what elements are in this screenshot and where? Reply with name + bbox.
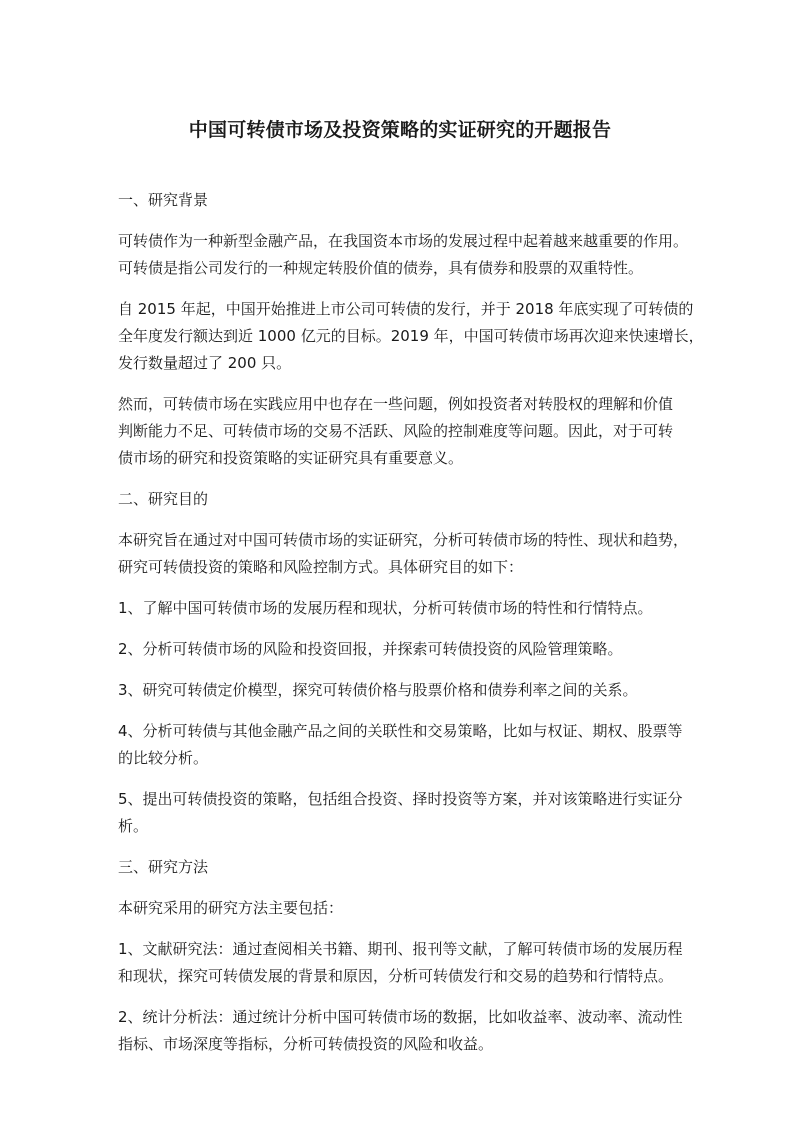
paragraph: [118, 895, 682, 922]
document-body: [118, 187, 704, 1058]
text-line: 研究可转债投资的策略和风险控制方式。具体研究目的如下：: [118, 558, 524, 576]
text-line: 债市场的研究和投资策略的实证研究具有重要意义。: [118, 449, 464, 467]
text-line: 二、研究目的: [118, 490, 209, 508]
paragraph: [118, 786, 682, 840]
text-line: 1、了解中国可转债市场的发展历程和现状，分析可转债市场的特性和行情特点。: [118, 599, 653, 617]
section-heading: [118, 854, 682, 881]
paragraph: [118, 677, 682, 704]
text-line: 本研究旨在通过对中国可转债市场的实证研究，分析可转债市场的特性、现状和趋势，: [118, 531, 689, 549]
text-line: 自 2015 年起，中国开始推进上市公司可转债的发行，并于 2018 年底实现了可转债的: [118, 300, 694, 318]
paragraph: [118, 595, 682, 622]
paragraph: [118, 936, 682, 990]
text-line: 然而，可转债市场在实践应用中也存在一些问题，例如投资者对转股权的理解和价值: [118, 395, 674, 413]
document-title: 中国可转债市场及投资策略的实证研究的开题报告: [188, 119, 612, 141]
text-line: 判断能力不足、可转债市场的交易不活跃、风险的控制难度等问题。因此，对于可转: [118, 422, 674, 440]
text-line: 全年度发行额达到近 1000 亿元的目标。2019 年，中国可转债市场再次迎来快速增长，: [118, 327, 704, 345]
text-line: 1、文献研究法：通过查阅相关书籍、期刊、报刊等文献，了解可转债市场的发展历程: [118, 940, 683, 958]
paragraph: [118, 1004, 682, 1058]
paragraph: [118, 527, 689, 581]
text-line: 2、分析可转债市场的风险和投资回报，并探索可转债投资的风险管理策略。: [118, 640, 623, 658]
text-line: 本研究采用的研究方法主要包括：: [118, 899, 344, 917]
text-line: 指标、市场深度等指标，分析可转债投资的风险和收益。: [118, 1035, 494, 1053]
text-line: 5、提出可转债投资的策略，包括组合投资、择时投资等方案，并对该策略进行实证分: [118, 790, 683, 808]
paragraph: [118, 296, 704, 377]
text-line: 可转债是指公司发行的一种规定转股价值的债券，具有债券和股票的双重特性。: [118, 259, 644, 277]
text-line: 的比较分析。: [118, 749, 209, 767]
section-heading: [118, 187, 682, 214]
text-line: 可转债作为一种新型金融产品，在我国资本市场的发展过程中起着越来越重要的作用。: [118, 232, 689, 250]
text-line: 2、统计分析法：通过统计分析中国可转债市场的数据，比如收益率、波动率、流动性: [118, 1008, 683, 1026]
text-line: 和现状，探究可转债发展的背景和原因，分析可转债发行和交易的趋势和行情特点。: [118, 967, 674, 985]
paragraph: [118, 636, 682, 663]
text-line: 一、研究背景: [118, 191, 209, 209]
text-line: 4、分析可转债与其他金融产品之间的关联性和交易策略，比如与权证、期权、股票等: [118, 722, 683, 740]
paragraph: [118, 228, 689, 282]
text-line: 发行数量超过了 200 只。: [118, 354, 292, 372]
text-line: 析。: [118, 817, 149, 835]
paragraph: [118, 718, 682, 772]
text-line: 3、研究可转债定价模型，探究可转债价格与股票价格和债券利率之间的关系。: [118, 681, 638, 699]
paragraph: [118, 391, 682, 472]
section-heading: [118, 486, 682, 513]
text-line: 三、研究方法: [118, 858, 209, 876]
